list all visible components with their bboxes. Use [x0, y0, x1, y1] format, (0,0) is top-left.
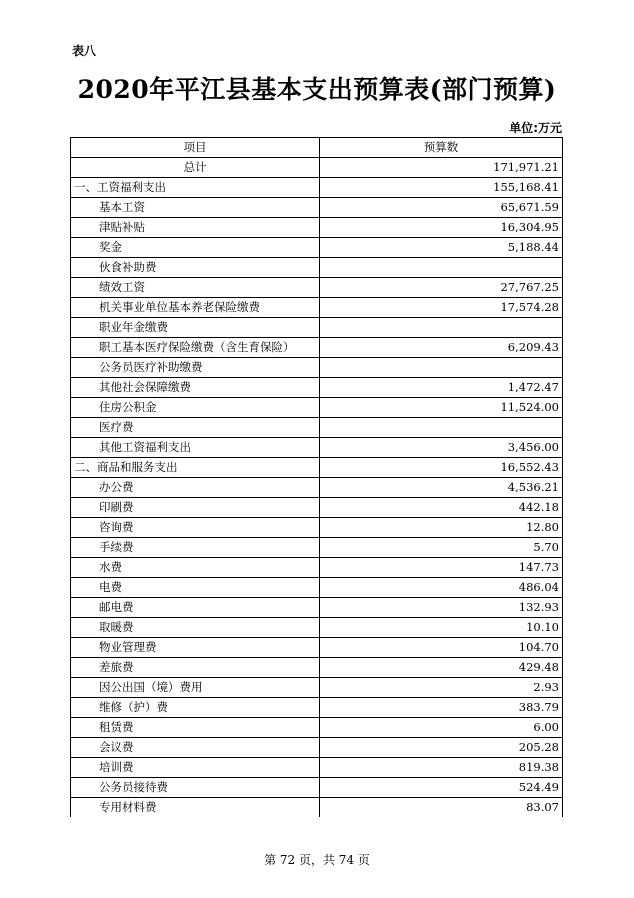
row-amount: 65,671.59: [320, 198, 563, 218]
row-item-name: 因公出国（境）费用: [71, 678, 320, 698]
table-row: [71, 478, 563, 498]
table-row: [71, 518, 563, 538]
row-amount: 205.28: [320, 738, 563, 758]
row-amount: 16,304.95: [320, 218, 563, 238]
row-item-name: 二、商品和服务支出: [71, 458, 320, 478]
row-item-name: 职工基本医疗保险缴费（含生育保险）: [71, 338, 320, 358]
row-item-name: 公务员医疗补助缴费: [71, 358, 320, 378]
row-item-name: 手续费: [71, 538, 320, 558]
row-amount: 6,209.43: [320, 338, 563, 358]
table-row: [71, 338, 563, 358]
row-item-name: 奖金: [71, 238, 320, 258]
table-row: [71, 758, 563, 778]
table-row: [71, 558, 563, 578]
row-item-name: 培训费: [71, 758, 320, 778]
table-row: [71, 738, 563, 758]
table-row: [71, 458, 563, 478]
row-amount: 524.49: [320, 778, 563, 798]
row-item-name: 机关事业单位基本养老保险缴费: [71, 298, 320, 318]
row-item-name: 专用材料费: [71, 798, 320, 818]
row-item-name: 总计: [71, 158, 320, 178]
page-title: 2020年平江县基本支出预算表(部门预算): [77, 75, 557, 104]
row-item-name: 差旅费: [71, 658, 320, 678]
page-footer: 第 72 页，共 74 页: [264, 853, 370, 867]
row-item-name: 会议费: [71, 738, 320, 758]
table-row: [71, 298, 563, 318]
row-item-name: 公务员接待费: [71, 778, 320, 798]
row-amount: 16,552.43: [320, 458, 563, 478]
row-amount: [320, 358, 563, 378]
row-amount: 429.48: [320, 658, 563, 678]
row-amount: [320, 318, 563, 338]
row-amount: 819.38: [320, 758, 563, 778]
table-header-row: [71, 138, 563, 158]
row-item-name: 租赁费: [71, 718, 320, 738]
row-item-name: 取暖费: [71, 618, 320, 638]
row-amount: 147.73: [320, 558, 563, 578]
row-item-name: 水费: [71, 558, 320, 578]
row-item-name: 维修（护）费: [71, 698, 320, 718]
table-row: [71, 158, 563, 178]
row-item-name: 绩效工资: [71, 278, 320, 298]
table-row: [71, 618, 563, 638]
table-row: [71, 798, 563, 818]
column-header-item: 项目: [71, 138, 320, 158]
row-item-name: 物业管理费: [71, 638, 320, 658]
table-row: [71, 638, 563, 658]
row-item-name: 邮电费: [71, 598, 320, 618]
row-amount: 27,767.25: [320, 278, 563, 298]
row-item-name: 基本工资: [71, 198, 320, 218]
row-item-name: 医疗费: [71, 418, 320, 438]
row-amount: 4,536.21: [320, 478, 563, 498]
row-item-name: 一、工资福利支出: [71, 178, 320, 198]
row-amount: 155,168.41: [320, 178, 563, 198]
row-amount: 5,188.44: [320, 238, 563, 258]
table-row: [71, 218, 563, 238]
row-item-name: 办公费: [71, 478, 320, 498]
unit-label: 单位:万元: [509, 121, 562, 135]
row-item-name: 职业年金缴费: [71, 318, 320, 338]
row-item-name: 其他工资福利支出: [71, 438, 320, 458]
table-row: [71, 778, 563, 798]
row-amount: 442.18: [320, 498, 563, 518]
table-row: [71, 698, 563, 718]
table-row: [71, 318, 563, 338]
row-amount: 5.70: [320, 538, 563, 558]
table-row: [71, 658, 563, 678]
table-row: [71, 678, 563, 698]
table-row: [71, 538, 563, 558]
column-header-amount: 预算数: [320, 138, 563, 158]
table-row: [71, 178, 563, 198]
row-item-name: 印刷费: [71, 498, 320, 518]
table-row: [71, 358, 563, 378]
row-item-name: 咨询费: [71, 518, 320, 538]
table-row: [71, 598, 563, 618]
table-row: [71, 378, 563, 398]
table-row: [71, 258, 563, 278]
row-amount: 383.79: [320, 698, 563, 718]
row-amount: 1,472.47: [320, 378, 563, 398]
table-row: [71, 498, 563, 518]
row-amount: 83.07: [320, 798, 563, 818]
row-amount: 171,971.21: [320, 158, 563, 178]
table-row: [71, 278, 563, 298]
row-amount: [320, 258, 563, 278]
row-amount: 11,524.00: [320, 398, 563, 418]
row-amount: [320, 418, 563, 438]
row-item-name: 伙食补助费: [71, 258, 320, 278]
row-amount: 132.93: [320, 598, 563, 618]
table-row: [71, 198, 563, 218]
table-row: [71, 438, 563, 458]
row-amount: 17,574.28: [320, 298, 563, 318]
table-row: [71, 238, 563, 258]
row-amount: 104.70: [320, 638, 563, 658]
row-amount: 486.04: [320, 578, 563, 598]
row-amount: 6.00: [320, 718, 563, 738]
table-row: [71, 398, 563, 418]
budget-table: [70, 137, 563, 817]
row-item-name: 住房公积金: [71, 398, 320, 418]
table-number: 表八: [72, 44, 97, 58]
row-amount: 10.10: [320, 618, 563, 638]
table-row: [71, 418, 563, 438]
row-amount: 2.93: [320, 678, 563, 698]
row-amount: 3,456.00: [320, 438, 563, 458]
table-row: [71, 578, 563, 598]
row-item-name: 津贴补贴: [71, 218, 320, 238]
row-item-name: 其他社会保障缴费: [71, 378, 320, 398]
row-amount: 12.80: [320, 518, 563, 538]
table-row: [71, 718, 563, 738]
row-item-name: 电费: [71, 578, 320, 598]
table-body: [71, 158, 563, 818]
